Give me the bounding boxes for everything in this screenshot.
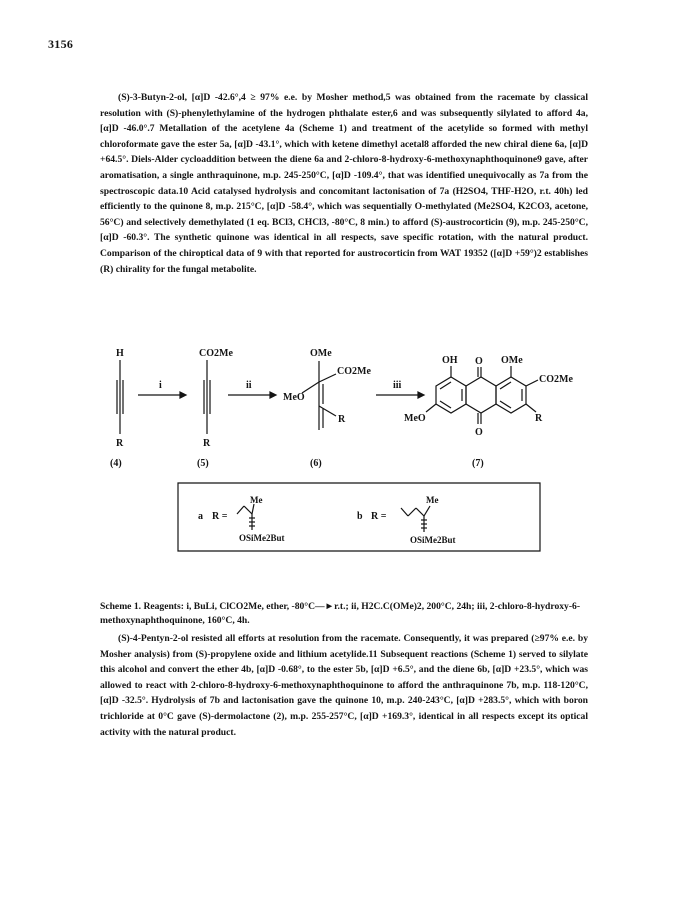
compound-7-o-bottom: O xyxy=(475,427,483,438)
caption-text: Reagents: i, BuLi, ClCO2Me, ether, -80°C—►r.t.; ii, H2C.C(OMe)2, 200°C, 24h; iii, 2-chloro-8-hydroxy-6-methoxynaphthoquinone, 160°C, 4h. xyxy=(100,601,581,626)
compound-7-ome: OMe xyxy=(501,355,523,366)
compound-6-label: (6) xyxy=(310,458,322,469)
compound-7-o-top: O xyxy=(475,356,483,367)
paragraph-2: (S)-4-Pentyn-2-ol resisted all efforts at resolution from the racemate. Consequently, it was prepared (≥97% e.e. by Mosher analysis) from (S)-propylene oxide and lithium acetylide.11 Subsequent reactions (Scheme 1) served to silylate this alcohol and convert the ether 4b, [α]D -0.68°, to the ester 5b, [α]D +6.5°, and the diene 6b, [α]D +23.5°, which was allowed to react with 2-chloro-8-hydroxy-6-methoxynaphthoquinone to afford the anthraquinone 7b, m.p. 118-120°C, [α]D -32.5°. Hydrolysis of 7b and lactonisation gave the quinone 10, m.p. 240-243°C, [α]D +283.5°, which with boron trichloride at 0°C gave (S)-dermolactone (2), m.p. 255-257°C, [α]D +169.3°, identical in all respects except its optical activity with the natural product. xyxy=(100,633,588,738)
r-group-a-lower: OSiMe2But xyxy=(239,533,285,543)
r-group-a-letter: a xyxy=(198,511,203,522)
r-group-b-letter: b xyxy=(357,511,363,522)
compound-7-oh: OH xyxy=(442,355,458,366)
compound-6-r: R xyxy=(338,414,346,425)
r-group-b-prefix: R = xyxy=(371,511,387,522)
compound-4-top: H xyxy=(116,348,124,359)
paragraph-1: (S)-3-Butyn-2-ol, [α]D -42.6°,4 ≥ 97% e.e. by Mosher method,5 was obtained from the racemate by classical resolution with (S)-phenylethylamine of the hydrogen phthalate ester,6 and was subsequently silylated to afford 4a, [α]D -46.0°.7 Metallation of the acetylene 4a (Scheme 1) and treatment of the acetylide so formed with methyl chloroformate gave the ester 5a, [α]D -43.1°, which with ketene dimethyl acetal8 afforded the new chiral diene 6a, [α]D +64.5°. Diels-Alder cycloaddition between the diene 6a and 2-chloro-8-hydroxy-6-methoxynaphthoquinone9 gave, after aromatisation, a single anthraquinone, m.p. 245-250°C, [α]D -109.4°, that was identified unequivocally as 7a from the spectroscopic data.10 Acid catalysed hydrolysis and concomitant lactonisation of 7a (H2SO4, THF-H2O, r.t. 40h) led efficiently to the quinone 8, m.p. 215°C, [α]D -58.4°, which was sequentially O-methylated (Me2SO4, K2CO3, acetone, 56°C) and selectively demethylated (1 eq. BCl3, CHCl3, -80°C, 8 min.) to afford (S)-austrocorticin (9), m.p. 245-250°C, [α]D -60.3°. The synthetic quinone was identical in all respects, save specific rotation, with the natural product. Comparison of the chiroptical data of 9 with that reported for austrocorticin from WAT 19352 ([α]D +59°)2 establishes (R) chirality for the fungal metabolite. xyxy=(100,92,588,275)
arrow-iii-label: iii xyxy=(393,380,402,391)
compound-5-label: (5) xyxy=(197,458,209,469)
r-group-a-upper: Me xyxy=(250,495,263,505)
compound-4-bottom: R xyxy=(116,438,124,449)
r-group-b-upper: Me xyxy=(426,495,439,505)
compound-5-bottom: R xyxy=(203,438,211,449)
compound-6-co2me: CO2Me xyxy=(337,366,371,377)
compound-7-r: R xyxy=(535,413,543,424)
arrow-i-label: i xyxy=(159,380,162,391)
compound-6-meo: MeO xyxy=(283,392,305,403)
scheme-caption xyxy=(100,600,588,628)
page-number: 3156 xyxy=(48,37,74,51)
compound-5-top: CO2Me xyxy=(199,348,233,359)
compound-7-meo: MeO xyxy=(404,413,426,424)
compound-7-co2me: CO2Me xyxy=(539,374,573,385)
compound-7-label: (7) xyxy=(472,458,484,469)
compound-4-label: (4) xyxy=(110,458,122,469)
caption-title: Scheme 1. xyxy=(100,601,142,612)
scheme-1-figure xyxy=(100,338,588,588)
r-group-b-lower: OSiMe2But xyxy=(410,535,456,545)
compound-6-ome-top: OMe xyxy=(310,348,332,359)
arrow-ii-label: ii xyxy=(246,380,252,391)
r-group-a-prefix: R = xyxy=(212,511,228,522)
